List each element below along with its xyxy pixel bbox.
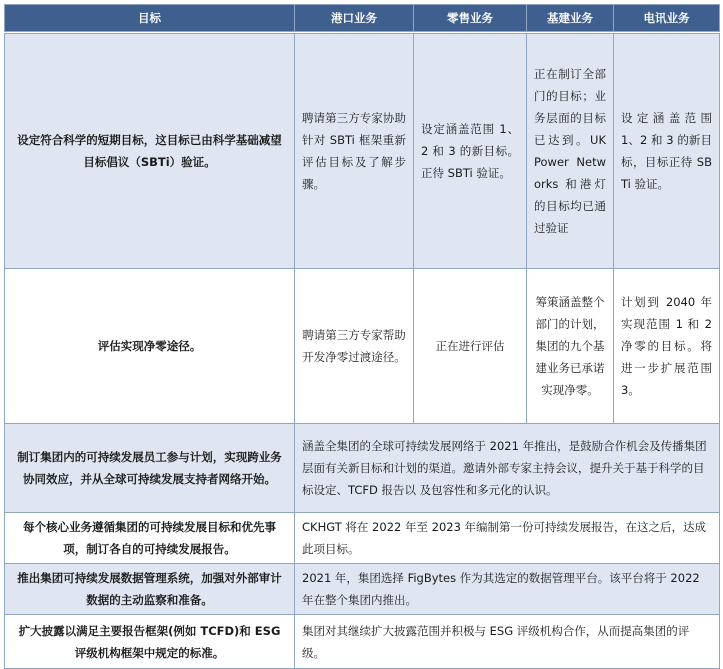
table-row	[5, 564, 720, 615]
header-goal: 目标	[5, 5, 295, 32]
all-business-cell: 集团对其继续扩大披露范围并积极与 ESG 评级机构合作，从而提高集团的评级。	[295, 615, 720, 669]
goal-cell: 每个核心业务遵循集团的可持续发展目标和优先事项，制订各自的可持续发展报告。	[5, 513, 295, 564]
header-infrastructure: 基建业务	[527, 5, 614, 32]
goal-cell: 设定符合科学的短期目标，这目标已由科学基础减望目标倡议（SBTi）验证。	[5, 34, 295, 269]
port-cell: 聘请第三方专家帮助开发净零过渡途径。	[295, 269, 414, 424]
header-row	[5, 5, 720, 32]
sustainability-goals-table	[4, 4, 720, 32]
all-business-cell: CKHGT 将在 2022 年至 2023 年编制第一份可持续发展报告，在这之后，达成此项目标。	[295, 513, 720, 564]
sustainability-goals-table-body	[4, 33, 720, 669]
port-cell: 聘请第三方专家协助针对 SBTi 框架重新评估目标及了解步骤。	[295, 34, 414, 269]
telecom-cell: 设定涵盖范围 1、2 和 3 的新目标，目标正待 SBTi 验证。	[614, 34, 720, 269]
retail-cell: 正在进行评估	[414, 269, 527, 424]
goal-cell: 扩大披露以满足主要报告框架(例如 TCFD)和 ESG 评级机构框架中规定的标准。	[5, 615, 295, 669]
telecom-cell: 计划到 2040 年实现范围 1 和 2 净零的目标。将进一步扩展范围 3。	[614, 269, 720, 424]
table-row	[5, 34, 720, 269]
table-row	[5, 615, 720, 669]
header-telecom: 电讯业务	[614, 5, 720, 32]
table-row	[5, 424, 720, 513]
header-retail: 零售业务	[414, 5, 527, 32]
retail-cell: 设定涵盖范围 1、2 和 3 的新目标。正待 SBTi 验证。	[414, 34, 527, 269]
goal-cell: 制订集团内的可持续发展员工参与计划，实现跨业务协同效应，并从全球可持续发展支持者网络开始。	[5, 424, 295, 513]
goal-cell: 评估实现净零途径。	[5, 269, 295, 424]
header-port: 港口业务	[295, 5, 414, 32]
all-business-cell: 2021 年，集团选择 FigBytes 作为其选定的数据管理平台。该平台将于 2022 年在整个集团内推出。	[295, 564, 720, 615]
infrastructure-cell: 正在制订全部门的目标；业务层面的目标已达到。UK Power Networks 和港灯的目标均已通过验证	[527, 34, 614, 269]
infrastructure-cell: 筹策涵盖整个部门的计划，集团的九个基建业务已承诺实现净零。	[527, 269, 614, 424]
table-row	[5, 513, 720, 564]
all-business-cell: 涵盖全集团的全球可持续发展网络于 2021 年推出，是鼓励合作机会及传播集团层面有关新目标和计划的渠道。邀请外部专家主持会议，提升关于基于科学的目标设定、TCFD 报告以 及包容性和多元化的认识。	[295, 424, 720, 513]
goal-cell: 推出集团可持续发展数据管理系统，加强对外部审计数据的主动监察和准备。	[5, 564, 295, 615]
table-row	[5, 269, 720, 424]
